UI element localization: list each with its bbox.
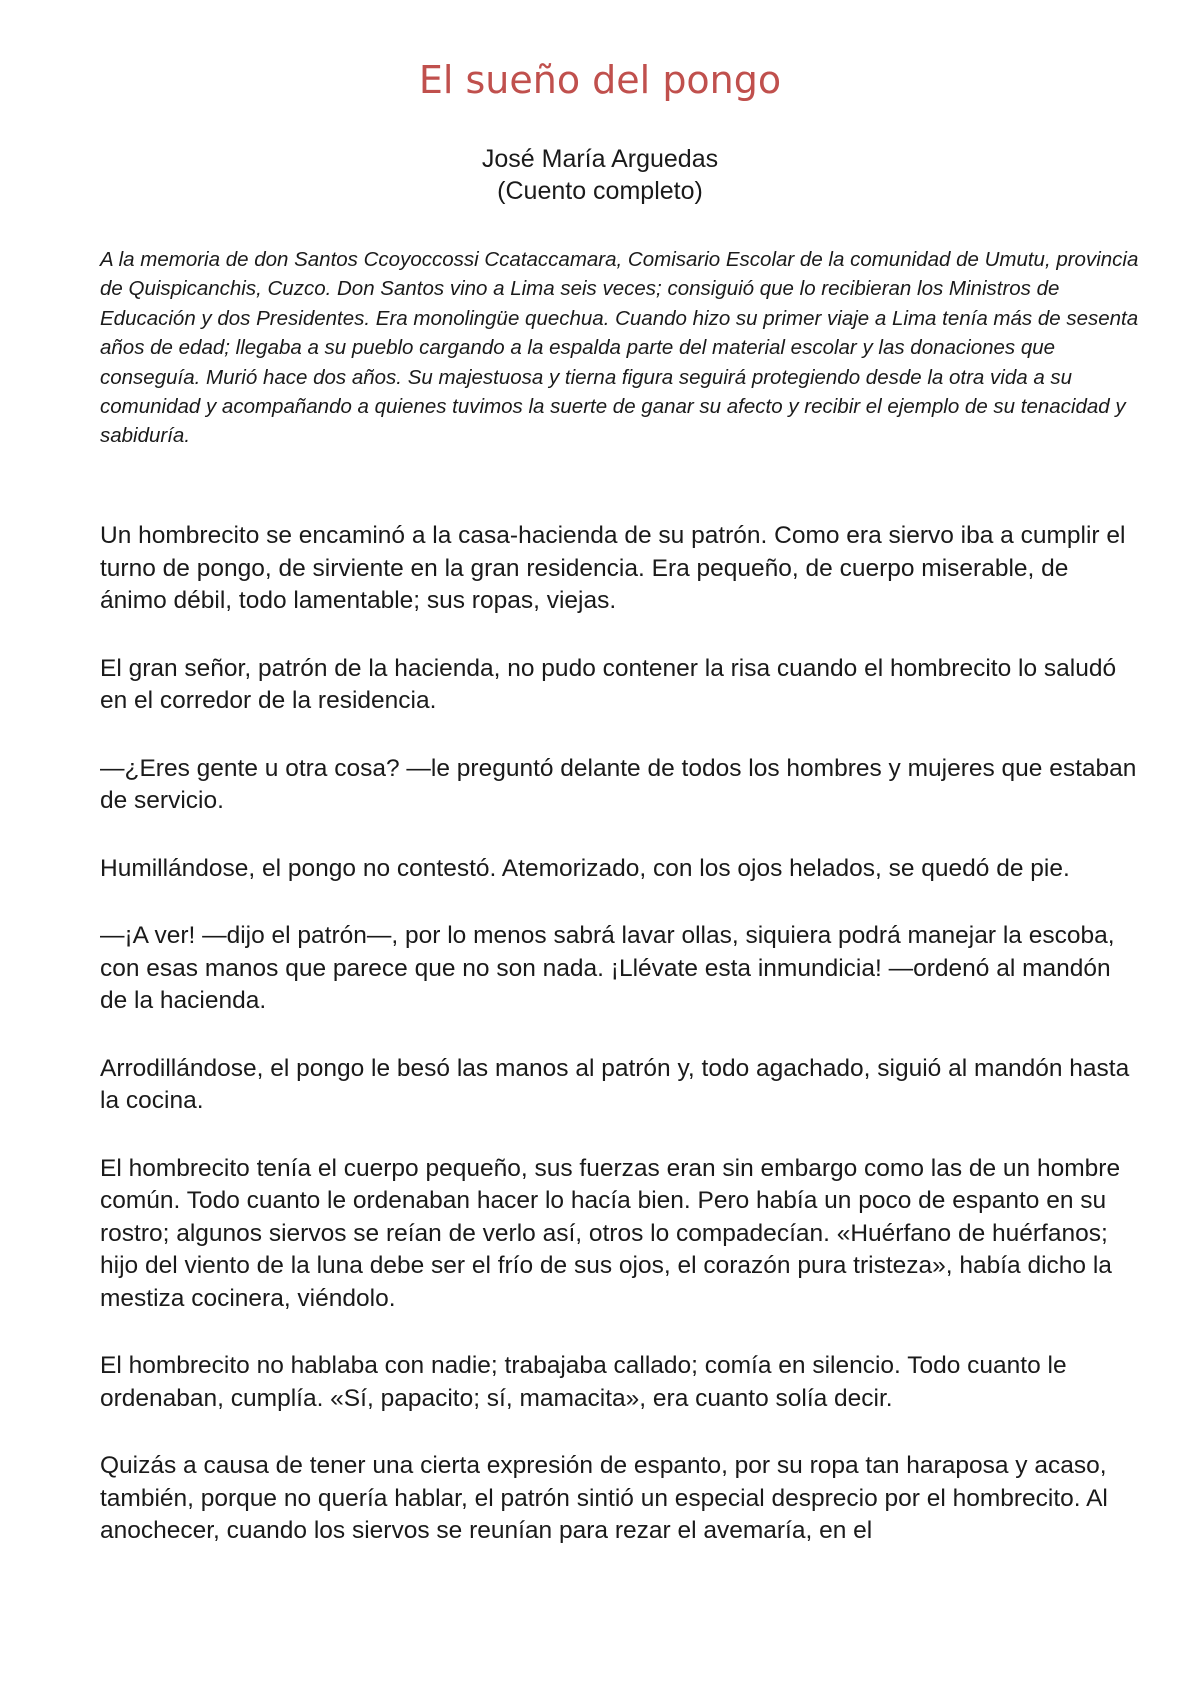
- paragraph: —¡A ver! —dijo el patrón—, por lo menos sabrá lavar ollas, siquiera podrá manejar la escoba, con esas manos que parece que no son nada. ¡Llévate esta inmundicia! —ordenó al mandón de la hacienda.: [100, 922, 1115, 1014]
- paragraph: El hombrecito tenía el cuerpo pequeño, sus fuerzas eran sin embargo como las de un hombre común. Todo cuanto le ordenaban hacer lo hacía bien. Pero había un poco de espanto en su rostro; algunos siervos se reían de verlo así, otros lo compadecían. «Huérfano de huérfanos; hijo del viento de la luna debe ser el frío de sus ojos, el corazón pura tristeza», había dicho la mestiza cocinera, viéndolo.: [100, 1154, 1121, 1312]
- paragraph: Un hombrecito se encaminó a la casa-hacienda de su patrón. Como era siervo iba a cumplir el turno de pongo, de sirviente en la gran residencia. Era pequeño, de cuerpo miserable, de ánimo débil, todo lamentable; sus ropas, viejas.: [100, 522, 1126, 614]
- document-title: El sueño del pongo: [418, 58, 782, 102]
- paragraph: Arrodillándose, el pongo le besó las manos al patrón y, todo agachado, siguió al mandón hasta la cocina.: [100, 1054, 1130, 1114]
- story-body: [100, 520, 1140, 1583]
- paragraph: Quizás a causa de tener una cierta expresión de espanto, por su ropa tan haraposa y acaso, también, porque no quería hablar, el patrón sintió un especial desprecio por el hombrecito. Al anochecer, cuando los siervos se reunían para rezar el avemaría, en el: [100, 1452, 1108, 1544]
- paragraph: El gran señor, patrón de la hacienda, no pudo contener la risa cuando el hombrecito lo saludó en el corredor de la residencia.: [100, 654, 1117, 714]
- author-name: José María Arguedas: [481, 145, 719, 173]
- dedication-text: A la memoria de don Santos Ccoyoccossi Ccataccamara, Comisario Escolar de la comunidad de Umutu, provincia de Quispicanchis, Cuzco. Don Santos vino a Lima seis veces; consiguió que lo recibieran los Ministros de Educación y dos Presidentes. Era monolingüe quechua. Cuando hizo su primer viaje a Lima tenía más de sesenta años de edad; llegaba a su pueblo cargando a la espalda parte del material escolar y las donaciones que conseguía. Murió hace dos años. Su majestuosa y tierna figura seguirá protegiendo desde la otra vida a su comunidad y acompañando a quienes tuvimos la suerte de ganar su afecto y recibir el ejemplo de su tenacidad y sabiduría.: [100, 248, 1139, 448]
- paragraph: —¿Eres gente u otra cosa? —le preguntó delante de todos los hombres y mujeres que estaban de servicio.: [100, 754, 1137, 814]
- paragraph: El hombrecito no hablaba con nadie; trabajaba callado; comía en silencio. Todo cuanto le ordenaban, cumplía. «Sí, papacito; sí, mamacita», era cuanto solía decir.: [100, 1352, 1067, 1412]
- byline: [0, 143, 1200, 207]
- paragraph: Humillándose, el pongo no contestó. Atemorizado, con los ojos helados, se quedó de pie.: [100, 854, 1070, 882]
- document-subtitle: (Cuento completo): [497, 177, 703, 205]
